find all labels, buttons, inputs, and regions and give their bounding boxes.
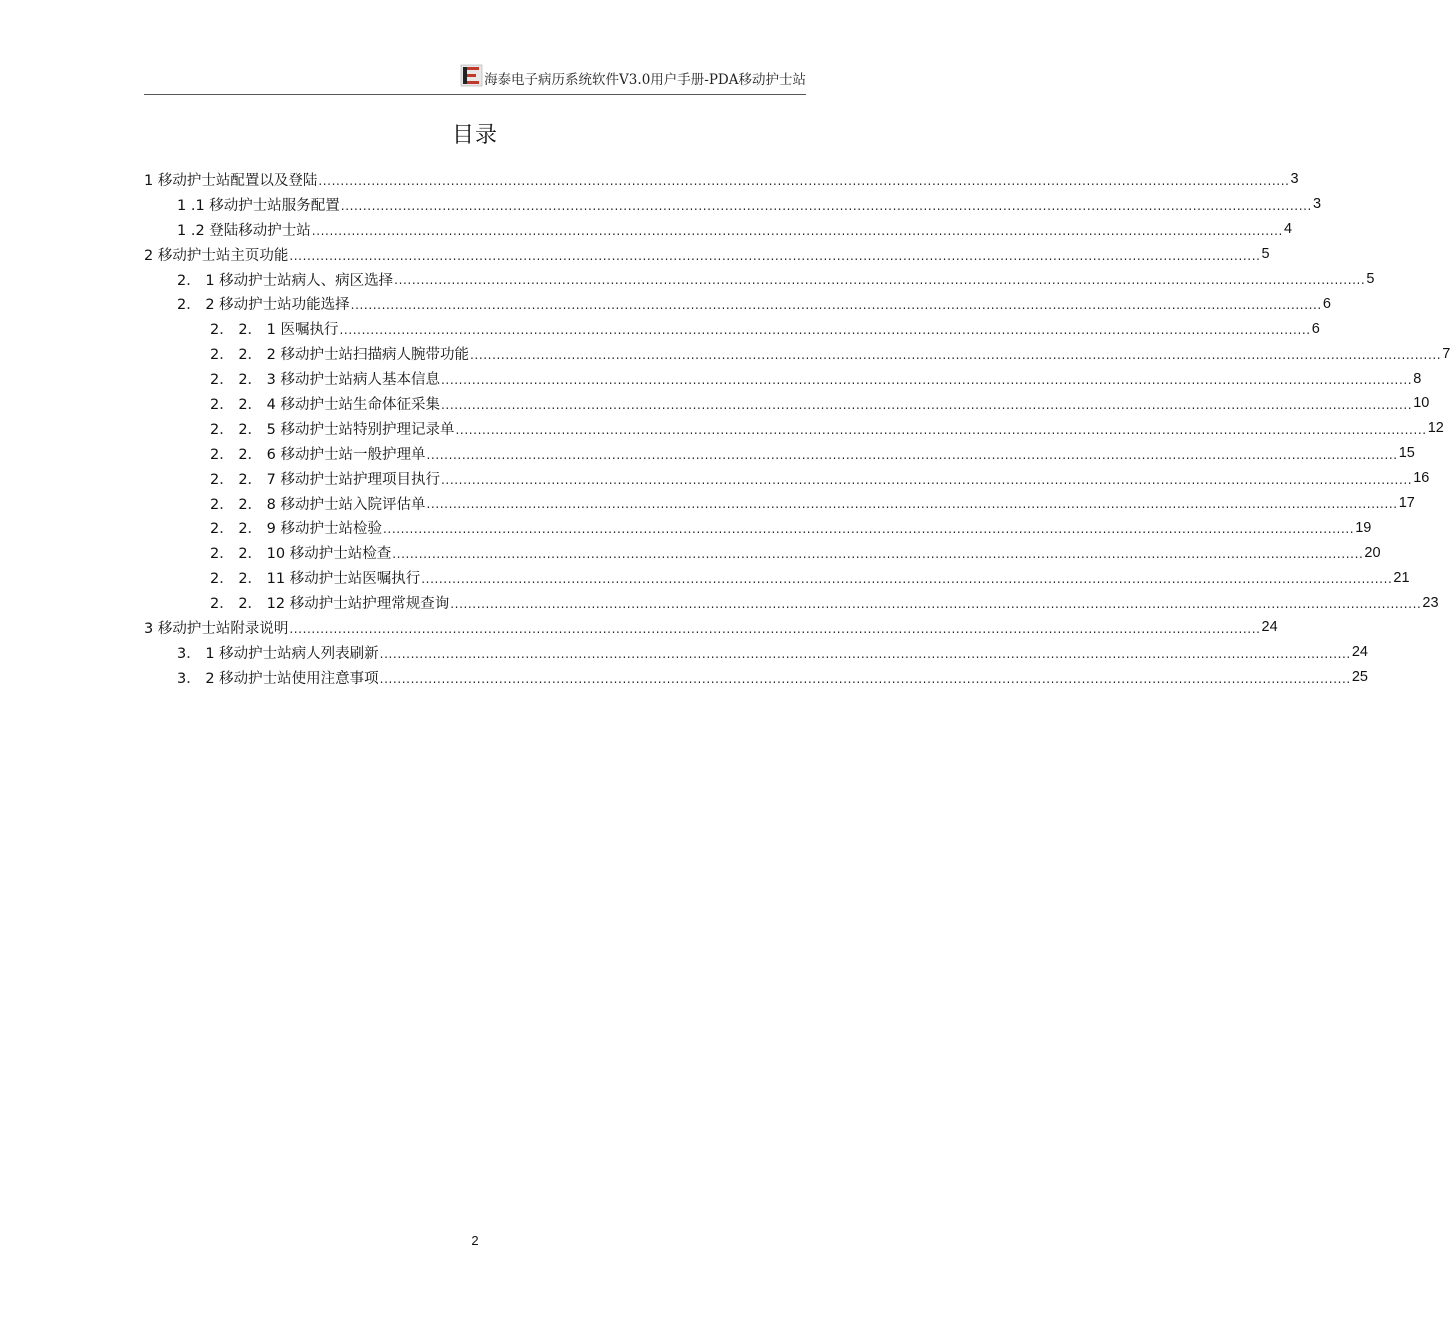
- toc-entry-page: 17: [1398, 495, 1415, 512]
- toc-entry-page: 10: [1413, 395, 1430, 412]
- toc-leader-dots: ............................................................................................................................................................................................................................: [379, 646, 1351, 661]
- toc-leader-dots: ............................................................................................................................................................................................................................: [311, 223, 1283, 238]
- toc-entry-title: 2． 2． 1 医嘱执行: [210, 322, 339, 339]
- header-text: 海泰电子病历系统软件V3.0用户手册-PDA移动护士站: [484, 72, 806, 88]
- toc-entry-title: 2． 2． 7 移动护士站护理项目执行: [210, 471, 441, 488]
- toc-entry-page: 24: [1351, 644, 1368, 661]
- toc-entry-title: 2． 2． 2 移动护士站扫描病人腕带功能: [210, 347, 470, 364]
- toc-entry-page: 6: [1322, 295, 1331, 312]
- toc-leader-dots: ............................................................................................................................................................................................................................: [426, 497, 1398, 512]
- toc-entry-page: 24: [1261, 619, 1278, 636]
- toc-entry[interactable]: [144, 615, 1278, 640]
- toc-entry-title: 2． 2． 6 移动护士站一般护理单: [210, 446, 426, 463]
- toc-entry[interactable]: [144, 466, 1430, 491]
- toc-entry-page: 23: [1422, 594, 1439, 611]
- toc-entry[interactable]: [144, 665, 1368, 690]
- toc-leader-dots: ............................................................................................................................................................................................................................: [379, 671, 1351, 686]
- toc-entry-page: 3: [1290, 171, 1299, 188]
- toc-entry-page: 21: [1393, 569, 1410, 586]
- toc-entry[interactable]: [144, 267, 1375, 292]
- toc-entry-page: 4: [1283, 221, 1293, 238]
- toc-entry-page: 25: [1351, 669, 1368, 686]
- toc-entry-title: 2． 2． 12 移动护士站护理常规查询: [210, 596, 450, 613]
- toc-leader-dots: ............................................................................................................................................................................................................................: [455, 422, 1427, 437]
- toc-entry-title: 3． 2 移动护士站使用注意事项: [177, 670, 379, 687]
- page-number: 2: [471, 1233, 479, 1248]
- toc-entry[interactable]: [144, 167, 1299, 192]
- toc-leader-dots: ............................................................................................................................................................................................................................: [394, 273, 1366, 288]
- toc-leader-dots: ............................................................................................................................................................................................................................: [350, 298, 1322, 313]
- toc-leader-dots: ............................................................................................................................................................................................................................: [339, 323, 1311, 338]
- toc-leader-dots: ............................................................................................................................................................................................................................: [289, 248, 1261, 263]
- toc-entry-title: 2． 2． 10 移动护士站检查: [210, 546, 392, 563]
- toc-entry-page: 8: [1413, 370, 1422, 387]
- header-divider: [144, 94, 806, 95]
- toc-entry-title: 2． 1 移动护士站病人、病区选择: [177, 272, 394, 289]
- toc-leader-dots: ............................................................................................................................................................................................................................: [470, 348, 1442, 363]
- toc-entry-title: 2 移动护士站主页功能: [144, 247, 289, 264]
- toc-leader-dots: ............................................................................................................................................................................................................................: [392, 547, 1364, 562]
- toc-entry-title: 2． 2． 9 移动护士站检验: [210, 521, 383, 538]
- toc-entry-title: 2． 2． 5 移动护士站特别护理记录单: [210, 421, 455, 438]
- toc-entry-page: 7: [1442, 345, 1450, 362]
- toc-entry[interactable]: [144, 565, 1410, 590]
- toc-entry-title: 1 .2 登陆移动护士站: [177, 222, 311, 239]
- toc-entry-title: 2． 2． 8 移动护士站入院评估单: [210, 496, 426, 513]
- toc-entry[interactable]: [144, 416, 1444, 441]
- toc-entry-page: 19: [1355, 519, 1372, 536]
- toc-entry[interactable]: [144, 491, 1415, 516]
- toc-leader-dots: ............................................................................................................................................................................................................................: [340, 198, 1312, 213]
- toc-leader-dots: ............................................................................................................................................................................................................................: [441, 373, 1413, 388]
- page-title: 目录: [451, 123, 498, 148]
- toc-entry-title: 2． 2． 3 移动护士站病人基本信息: [210, 372, 441, 389]
- toc-leader-dots: ............................................................................................................................................................................................................................: [383, 522, 1355, 537]
- toc-entry-title: 2． 2． 4 移动护士站生命体征采集: [210, 396, 441, 413]
- toc-leader-dots: ............................................................................................................................................................................................................................: [450, 597, 1422, 612]
- toc-entry[interactable]: [144, 590, 1439, 615]
- toc-entry-title: 2． 2 移动护士站功能选择: [177, 297, 350, 314]
- toc-entry[interactable]: [144, 192, 1322, 217]
- toc-entry[interactable]: [144, 391, 1430, 416]
- toc-entry-page: 5: [1261, 246, 1270, 263]
- toc-entry[interactable]: [144, 540, 1381, 565]
- toc-entry[interactable]: [144, 515, 1372, 540]
- page-header: [461, 66, 806, 90]
- toc-entry-page: 3: [1312, 196, 1322, 213]
- toc-entry-page: 20: [1364, 544, 1381, 561]
- toc-entry-title: 1 移动护士站配置以及登陆: [144, 172, 318, 189]
- toc-entry-page: 12: [1427, 420, 1444, 437]
- toc-entry-page: 5: [1366, 271, 1375, 287]
- toc-leader-dots: ............................................................................................................................................................................................................................: [318, 173, 1290, 188]
- toc-entry-page: 15: [1398, 445, 1415, 462]
- toc-leader-dots: ............................................................................................................................................................................................................................: [441, 397, 1413, 412]
- toc-entry-title: 1 .1 移动护士站服务配置: [177, 197, 340, 214]
- toc-leader-dots: ............................................................................................................................................................................................................................: [426, 447, 1398, 462]
- toc-entry[interactable]: [144, 341, 1450, 366]
- toc-entry-title: 3． 1 移动护士站病人列表刷新: [177, 645, 379, 662]
- company-logo-icon: [461, 65, 482, 86]
- toc-entry-page: 6: [1311, 320, 1320, 337]
- toc-entry[interactable]: [144, 316, 1320, 341]
- toc-entry-page: 16: [1413, 470, 1430, 487]
- toc-leader-dots: ............................................................................................................................................................................................................................: [441, 472, 1413, 487]
- toc-entry[interactable]: [144, 441, 1415, 466]
- toc-entry[interactable]: [144, 640, 1368, 665]
- toc-entry-title: 3 移动护士站附录说明: [144, 620, 289, 637]
- toc-leader-dots: ............................................................................................................................................................................................................................: [289, 621, 1261, 636]
- toc-entry-title: 2． 2． 11 移动护士站医嘱执行: [210, 571, 421, 588]
- toc-leader-dots: ............................................................................................................................................................................................................................: [421, 572, 1393, 587]
- table-of-contents: [144, 167, 1450, 690]
- toc-entry[interactable]: [144, 366, 1422, 391]
- toc-entry[interactable]: [144, 291, 1331, 316]
- toc-entry[interactable]: [144, 217, 1293, 242]
- toc-entry[interactable]: [144, 242, 1270, 267]
